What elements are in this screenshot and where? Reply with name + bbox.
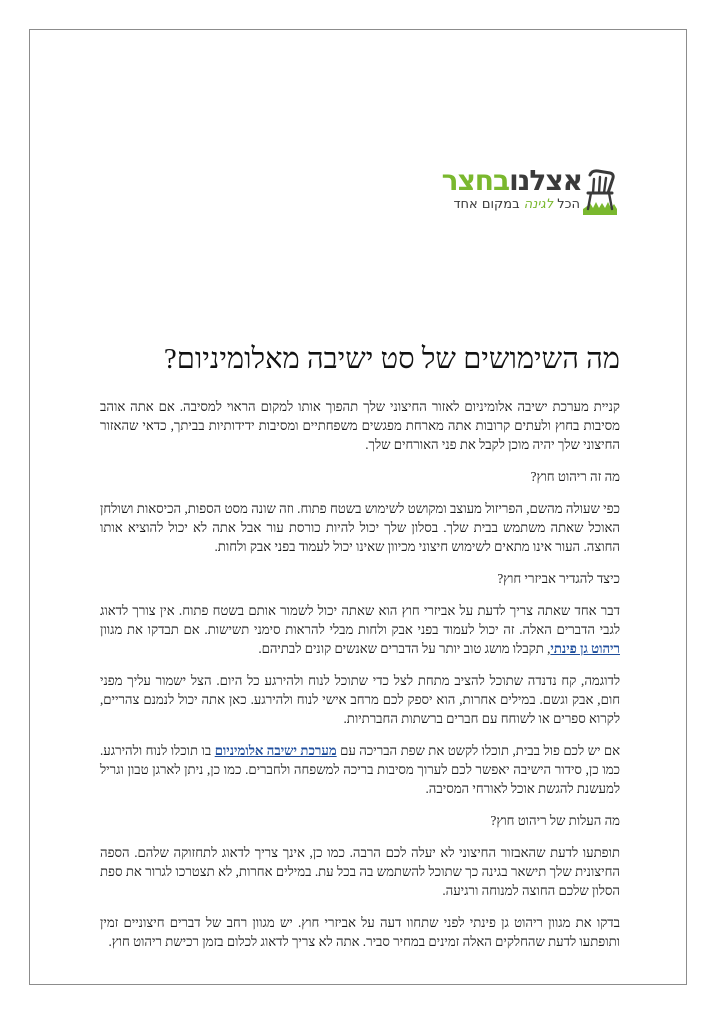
paragraph-pool [100, 741, 620, 798]
logo-tagline-part2: במקום אחד [453, 197, 520, 212]
garden-chair-icon [580, 167, 620, 217]
aluminium-seating-link[interactable]: מערכת ישיבה אלומיניום [214, 743, 337, 758]
logo-word-part2: בחצר [441, 164, 510, 197]
brand-logo [420, 165, 620, 221]
heading-how-to: כיצד להגדיר אביזרי חוץ? [497, 571, 620, 586]
article-body [100, 397, 620, 964]
paragraph-closing: בדקו את מגוון ריהוט גן פינתי לפני שתחוו דעה על אביזרי חוץ. יש מגוון רחב של דברים חיצוניים זמין ותופתעו לדעת שהחלקים האלה זמינים במחיר סביר. אתה לא צריך לדאוג לכלום בזמן רכישת ריהוט חוץ. [100, 915, 620, 949]
heading-cost: מה העלות של ריהוט חוץ? [490, 813, 620, 828]
logo-word-part1: אצלנו [509, 164, 582, 197]
paragraph-what-is: כפי שעולה מהשם, הפריזול מעוצב ומקושט לשימוש בשטח פתוח. וזה שונה מסט הספות, הכיסאות ושולחן האוכל שאתה משתמש בבית שלך. בסלון שלך יכול להיות כורסת עור אבל אתה לא יכול להוציא אותו החוצה. העור אינו מתאים לשימוש חיצוני מכיוון שאינו יכול לעמוד בפני אבק ולחות. [100, 501, 620, 554]
paragraph-how-to-text-start: דבר אחד שאתה צריך לדעת על אביזרי חוץ הוא שאתה יכול לשמור אותם בשטח פתוח. אין צורך לדאוג לגבי הדברים האלה. זה יכול לעמוד בפני אבק ולחות מבלי להראות סימני תשישות. אם תבדקו את מגוון [100, 603, 620, 637]
corner-furniture-link[interactable]: ריהוט גן פינתי [550, 641, 620, 656]
paragraph-example: לדוגמה, קח נדנדה שתוכל להציב מתחת לצל כדי שתוכל לנוח ולהירגע כל היום. הצל ישמור עליך מפני חום, אבק וגשם. במילים אחרות, הוא יספק לכם מרחב אישי לנוח ולהירגע. כאן אתה יכול לנמנם צהריים, לקרוא ספרים או לשוחח עם חברים ברשתות החברתיות. [100, 673, 620, 726]
paragraph-how-to-text-end: , תקבלו מושג טוב יותר על הדברים שאנשים קונים לבתיהם. [258, 641, 551, 656]
paragraph-pool-text-start: אם יש לכם פול בבית, תוכלו לקשט את שפת הבריכה עם [336, 743, 620, 758]
paragraph-intro: קניית מערכת ישיבה אלומיניום לאזור החיצוני שלך תהפוך אותו למקום הראוי למסיבה. אם אתה אוהב מסיבות בחוץ ולעתים קרובות אתה מארחת מפגשים משפחתיים ומסיבות ידידותיות בביתך, כדאי שהאזור החיצוני שלך יהיה מוכן לקבל את פני האורחים שלך. [100, 399, 620, 452]
page-title: מה השימושים של סט ישיבה מאלומיניום? [163, 343, 620, 375]
heading-what-is: מה זה ריהוט חוץ? [530, 469, 620, 484]
logo-tagline-accent: לגינה [523, 197, 554, 212]
paragraph-cost: תופתעו לדעת שהאבזור החיצוני לא יעלה לכם הרבה. כמו כן, אינך צריך לדאוג לתחזוקה שלהם. הספה החיצונית שלך תישאר בגינה כך שתוכל להשתמש בה בכל עת. במילים אחרות, לא תצטרכו לגרור את ספת הסלון שלכם החוצה למנוחה ורגיעה. [100, 845, 620, 898]
paragraph-how-to [100, 601, 620, 658]
logo-tagline [453, 197, 580, 213]
paragraph-pool-text-end: בו תוכלו לנוח ולהירגע. כמו כן, סידור הישיבה יאפשר לכם לערוך מסיבות בריכה למשפחה ולחברים. כמו כן, ניתן לארגן טבון וגריל למעשנת להגשת אוכל לאורחי המסיבה. [100, 743, 620, 796]
logo-tagline-part1: הכל [557, 197, 580, 212]
logo-wordmark [442, 165, 582, 197]
